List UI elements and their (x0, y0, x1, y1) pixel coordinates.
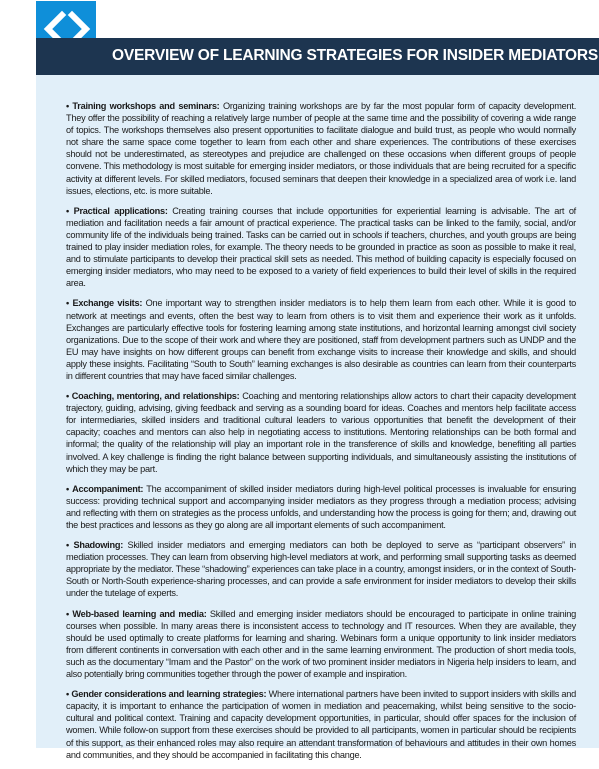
bullet: • (66, 298, 73, 309)
item-text: The accompaniment of skilled insider mediators during high-level political processes is invaluable for ensuring success: providing technical support and accompanying insider mediators as they progress through a mediation process; advising and reflecting with them on strategies as the process unfolds, and understanding how the process is going for them; and, drawing out the best practices and lessons as they go along are all important elements of such accompaniment. (66, 483, 576, 530)
item-text: Where international partners have been invited to support insiders with skills and capacity, it is important to enhance the participation of women in mediation and peacemaking, whilst being sensitive to the socio-cultural and political context. Training and capacity development opportunities, in particular, should offer spaces for the inclusion of women. While follow-on support from these exercises should be provided to all participants, women in particular should be recipients of this support, as their enhanced roles may also require an attendant transformation of behaviours and attitudes in their own homes and communities, and they should be accompanied in facilitating this change. (66, 689, 577, 760)
bullet: • (66, 391, 72, 402)
list-item (66, 483, 576, 531)
item-heading: Practical applications: (73, 205, 168, 216)
bullet: • (66, 540, 74, 551)
item-text: One important way to strengthen insider mediators is to help them learn from each other. While it is good to network at meetings and events, often the best way to learn from others is to visit them and experience their work as it unfolds. Exchanges are particularly effective tools for fostering learning among state institutions, and horizontal learning amongst civil society organizations. Due to the scope of their work and where they are positioned, staff from development partners such as UNDP and the EU may have insights on how different groups can benefit from exchange visits to increase their knowledge and skills, and should apply these insights. Facilitating “South to South” learning exchanges is also desirable as countries can learn from their counterparts in different countries that may have faced similar challenges. (66, 298, 576, 381)
page-title: OVERVIEW OF LEARNING STRATEGIES FOR INSIDER MEDIATORS (112, 47, 599, 64)
list-item (66, 297, 576, 382)
list-item (66, 608, 576, 681)
bullet: • (66, 483, 73, 494)
item-text: Coaching and mentoring relationships allow actors to chart their capacity development trajectory, guiding, advising, giving feedback and serving as a sounding board for ideas. Coaches and mentors help facilitate access for intermediaries, skilled insiders and traditional cultural leaders to various opportunities that benefit the development of their capacity; coaches and mentors can also help in negotiating access to institutions. Mentoring relationships can be both formal and informal; the quality of the relationship will play an important role in the transference of skills and knowledge, benefiting all parties involved. A key challenge is finding the right balance between supporting individuals, and simultaneously assisting the institutions of which they may be part. (66, 391, 576, 474)
bullet: • (66, 205, 74, 216)
item-text: Creating training courses that include opportunities for experiential learning is advisable. The art of mediation and facilitation needs a fair amount of practical experience. The practical tasks can be linked to the family, social, and/or community life of the individuals being trained. Tasks can be carried out in schools if teachers, churches, and youth groups are being trained to play insider mediation roles, for example. The theory needs to be grounded in practice as soon as possible to make it real, and to stimulate participants to develop their practical skill sets as needed. This method of building capacity is especially focused on emerging insider mediators, who may need to be exposed to a variety of field experiences to build their level of skills in the required area. (66, 205, 576, 289)
list-item (66, 205, 576, 290)
item-text: Organizing training workshops are by far the most popular form of capacity development. They offer the possibility of reaching a relatively large number of people at the same time and the possibility of covering a wide range of topics. The workshops themselves also present opportunities to facilitate dialogue and build trust, as people who would normally not share the same space come together to learn from each other and share experiences. The contributions of these exercises should not be underestimated, as stereotypes and prejudice are challenged on these occasions when different groups of people convene. This methodology is most suitable for emerging insider mediators, or those individuals that are being recruited for a specific activity at different levels. For skilled mediators, focused seminars that deepen their knowledge in a specialized area of work i.e. land issues, elections, etc. is more suitable. (66, 101, 576, 196)
list-item (66, 688, 576, 761)
list-item (66, 390, 576, 475)
bullet: • (66, 689, 72, 700)
title-bar (36, 38, 599, 75)
strategies-list (66, 100, 576, 769)
list-item (66, 100, 576, 197)
item-heading: Exchange visits: (72, 298, 143, 309)
item-heading: Training workshops and seminars: (72, 101, 220, 111)
item-text: Skilled insider mediators and emerging mediators can both be deployed to serve as “participant observers” in mediation processes. They can learn from observing high-level mediators at work, and performing small supporting tasks as deemed appropriate by the mediator. These “shadowing” experiences can take place in a country, amongst insiders, or in the context of South-South or North-South experience-sharing processes, and can provide a safe environment for insider mediators to develop their skills under the tutelage of experts. (66, 540, 576, 599)
item-heading: Accompaniment: (72, 483, 144, 494)
item-heading: Web-based learning and media: (72, 608, 207, 619)
list-item (66, 539, 576, 599)
item-heading: Gender considerations and learning strategies: (71, 689, 267, 700)
item-heading: Coaching, mentoring, and relationships: (71, 391, 240, 402)
bullet: • (66, 101, 73, 111)
bullet: • (66, 608, 73, 619)
item-text: Skilled and emerging insider mediators should be encouraged to participate in online training courses when possible. In many areas there is inconsistent access to technology and IT resources. When they are available, they should be used optimally to create platforms for learning and sharing. Webinars form a unique opportunity to link insider mediators from different continents in conversation with each other and in the same learning environment. The production of short media tools, such as the documentary “Imam and the Pastor” on the work of two prominent insider mediators in Nigeria help insiders to learn, and also potentially bring communities together through the power of example and inspiration. (66, 608, 576, 680)
item-heading: Shadowing: (73, 540, 124, 551)
